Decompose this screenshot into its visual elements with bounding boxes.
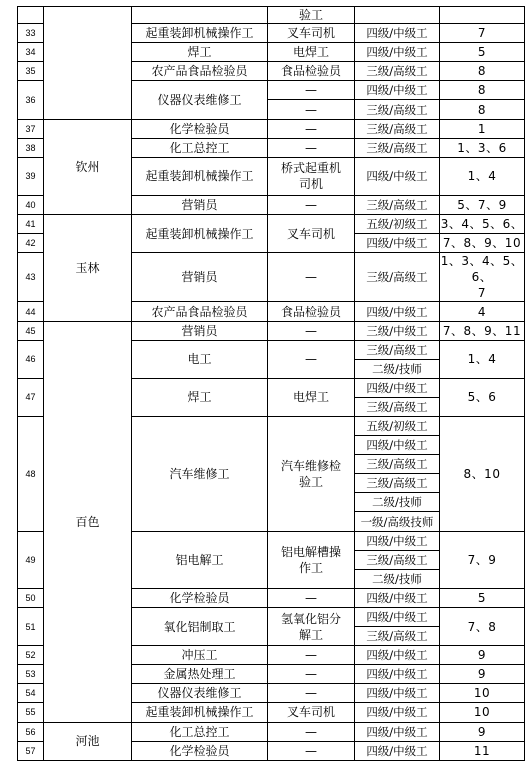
job-type-cell: 桥式起重机 司机 <box>268 157 355 195</box>
table-row <box>18 722 525 741</box>
row-number: 54 <box>18 684 44 703</box>
job-type-cell: 铝电解槽操 作工 <box>268 531 355 588</box>
level-cell: 三级/高级工 <box>355 474 440 493</box>
occupation-cell: 营销员 <box>132 321 268 340</box>
job-type-cell: — <box>268 195 355 214</box>
row-number: 39 <box>18 157 44 195</box>
occupation-cell: 化工总控工 <box>132 722 268 741</box>
level-cell: 三级/高级工 <box>355 627 440 646</box>
tags-cell: 11 <box>440 741 525 760</box>
level-cell: 三级/高级工 <box>355 195 440 214</box>
region-cell: 河池 <box>44 722 132 760</box>
level-cell: 五级/初级工 <box>355 417 440 436</box>
tags-cell: 1、3、4、5、6、 7 <box>440 254 524 301</box>
row-number: 40 <box>18 195 44 214</box>
level-cell: 三级/高级工 <box>355 119 440 138</box>
tags-cell: 5 <box>440 43 525 62</box>
occupation-cell: 农产品食品检验员 <box>132 62 268 81</box>
level-cell: 二级/技师 <box>355 569 440 588</box>
tags-cell: 4 <box>440 302 525 321</box>
occupation-cell <box>132 7 268 24</box>
table-row <box>18 7 525 24</box>
region-cell <box>44 7 132 120</box>
level-cell: 四级/中级工 <box>355 157 440 195</box>
tags-cell: 7、8、9、11 <box>440 321 525 340</box>
occupation-cell: 氧化铝制取工 <box>132 607 268 645</box>
row-number: 35 <box>18 62 44 81</box>
row-number: 42 <box>18 234 44 253</box>
occupation-cell: 电工 <box>132 340 268 378</box>
row-number: 38 <box>18 138 44 157</box>
occupation-cell: 起重装卸机械操作工 <box>132 157 268 195</box>
job-type-cell: 叉车司机 <box>268 24 355 43</box>
level-cell: 三级/高级工 <box>355 455 440 474</box>
row-number: 55 <box>18 703 44 722</box>
tags-cell: 7 <box>440 24 525 43</box>
tags-cell: 7、8、9、10 <box>440 234 525 253</box>
level-cell: 四级/中级工 <box>355 378 440 397</box>
region-cell: 钦州 <box>44 119 132 214</box>
job-type-cell: — <box>268 741 355 760</box>
occupation-cell: 化工总控工 <box>132 138 268 157</box>
row-number: 46 <box>18 340 44 378</box>
level-cell: 三级/高级工 <box>355 550 440 569</box>
job-type-cell: — <box>268 100 355 119</box>
level-cell <box>355 7 440 24</box>
tags-cell: 8、10 <box>440 417 525 532</box>
level-cell: 四级/中级工 <box>355 43 440 62</box>
level-cell: 四级/中级工 <box>355 588 440 607</box>
row-number: 34 <box>18 43 44 62</box>
tags-cell: 9 <box>440 646 525 665</box>
level-cell: 四级/中级工 <box>355 81 440 100</box>
job-type-cell: 电焊工 <box>268 378 355 416</box>
level-cell: 四级/中级工 <box>355 436 440 455</box>
tags-cell: 1、4 <box>440 340 525 378</box>
job-type-cell: — <box>268 588 355 607</box>
tags-cell <box>440 7 525 24</box>
level-cell: 三级/高级工 <box>355 253 440 302</box>
occupation-cell: 农产品食品检验员 <box>132 302 268 321</box>
row-number: 57 <box>18 741 44 760</box>
occupation-cell: 仪器仪表维修工 <box>132 684 268 703</box>
row-number: 51 <box>18 607 44 645</box>
occupation-cell: 金属热处理工 <box>132 665 268 684</box>
level-cell: 三级/高级工 <box>355 340 440 359</box>
row-number: 45 <box>18 321 44 340</box>
tags-cell: 5、6 <box>440 378 525 416</box>
row-number: 41 <box>18 215 44 234</box>
row-number: 50 <box>18 588 44 607</box>
level-cell: 四级/中级工 <box>355 741 440 760</box>
row-number: 37 <box>18 119 44 138</box>
row-number: 56 <box>18 722 44 741</box>
level-cell: 四级/中级工 <box>355 665 440 684</box>
occupation-cell: 汽车维修工 <box>132 417 268 532</box>
level-cell: 三级/高级工 <box>355 138 440 157</box>
job-type-cell: — <box>268 321 355 340</box>
level-cell: 四级/中级工 <box>355 234 440 253</box>
tags-cell: 9 <box>440 665 525 684</box>
job-type-cell: 电焊工 <box>268 43 355 62</box>
job-type-cell: — <box>268 646 355 665</box>
tags-cell: 7、9 <box>440 531 525 588</box>
job-type-cell: 验工 <box>268 7 355 24</box>
level-cell: 四级/中级工 <box>355 703 440 722</box>
occupation-cell: 起重装卸机械操作工 <box>132 703 268 722</box>
job-type-cell: — <box>268 81 355 100</box>
job-type-cell: — <box>268 119 355 138</box>
table-row <box>18 119 525 138</box>
row-number: 44 <box>18 302 44 321</box>
row-number: 33 <box>18 24 44 43</box>
level-cell: 四级/中级工 <box>355 646 440 665</box>
tags-cell: 8 <box>440 62 525 81</box>
job-type-cell: 食品检验员 <box>268 62 355 81</box>
level-cell: 四级/中级工 <box>355 607 440 626</box>
job-type-cell: — <box>268 138 355 157</box>
row-number: 49 <box>18 531 44 588</box>
level-cell: 三级/高级工 <box>355 100 440 119</box>
level-cell: 四级/中级工 <box>355 302 440 321</box>
job-type-cell: — <box>268 722 355 741</box>
occupation-cell: 化学检验员 <box>132 119 268 138</box>
job-type-cell: 氢氧化铝分 解工 <box>268 607 355 645</box>
row-number <box>18 7 44 24</box>
job-type-cell: — <box>268 684 355 703</box>
tags-cell: 5 <box>440 588 525 607</box>
training-project-table <box>17 6 525 761</box>
table-body <box>18 7 525 761</box>
region-cell: 玉林 <box>44 215 132 322</box>
level-cell: 四级/中级工 <box>355 722 440 741</box>
level-cell: 四级/中级工 <box>355 24 440 43</box>
tags-cell: 1、4 <box>440 157 525 195</box>
row-number: 36 <box>18 81 44 119</box>
row-number: 47 <box>18 378 44 416</box>
level-cell: 四级/中级工 <box>355 531 440 550</box>
tags-cell: 8 <box>440 100 525 119</box>
level-cell: 二级/技师 <box>355 493 440 512</box>
level-cell: 四级/中级工 <box>355 684 440 703</box>
occupation-cell: 营销员 <box>132 195 268 214</box>
level-cell: 一级/高级技师 <box>355 512 440 531</box>
occupation-cell: 化学检验员 <box>132 741 268 760</box>
tags-cell: 1 <box>440 119 525 138</box>
table-row <box>18 215 525 234</box>
region-cell: 百色 <box>44 321 132 722</box>
occupation-cell: 焊工 <box>132 43 268 62</box>
level-cell: 五级/初级工 <box>355 215 440 234</box>
tags-cell: 10 <box>440 684 525 703</box>
tags-cell: 8 <box>440 81 525 100</box>
job-type-cell: — <box>268 253 355 302</box>
tags-cell: 10 <box>440 703 525 722</box>
level-cell: 三级/中级工 <box>355 321 440 340</box>
tags-cell: 7、8 <box>440 607 525 645</box>
row-number: 48 <box>18 417 44 532</box>
occupation-cell: 起重装卸机械操作工 <box>132 24 268 43</box>
tags-cell: 9 <box>440 722 525 741</box>
level-cell: 二级/技师 <box>355 359 440 378</box>
job-type-cell: — <box>268 340 355 378</box>
tags-cell: 1、3、6 <box>440 138 525 157</box>
tags-cell: 3、4、5、6、 <box>440 215 525 234</box>
occupation-cell: 焊工 <box>132 378 268 416</box>
table-row <box>18 321 525 340</box>
row-number: 52 <box>18 646 44 665</box>
job-type-cell: 食品检验员 <box>268 302 355 321</box>
row-number: 53 <box>18 665 44 684</box>
occupation-cell: 起重装卸机械操作工 <box>132 215 268 253</box>
job-type-cell: 汽车维修检 验工 <box>268 417 355 532</box>
occupation-cell: 营销员 <box>132 253 268 302</box>
level-cell: 三级/高级工 <box>355 62 440 81</box>
occupation-cell: 化学检验员 <box>132 588 268 607</box>
job-type-cell: 叉车司机 <box>268 703 355 722</box>
job-type-cell: — <box>268 665 355 684</box>
row-number: 43 <box>18 253 44 302</box>
occupation-cell: 冲压工 <box>132 646 268 665</box>
tags-cell: 5、7、9 <box>440 195 525 214</box>
occupation-cell: 铝电解工 <box>132 531 268 588</box>
job-type-cell: 叉车司机 <box>268 215 355 253</box>
level-cell: 三级/高级工 <box>355 397 440 416</box>
occupation-cell: 仪器仪表维修工 <box>132 81 268 119</box>
